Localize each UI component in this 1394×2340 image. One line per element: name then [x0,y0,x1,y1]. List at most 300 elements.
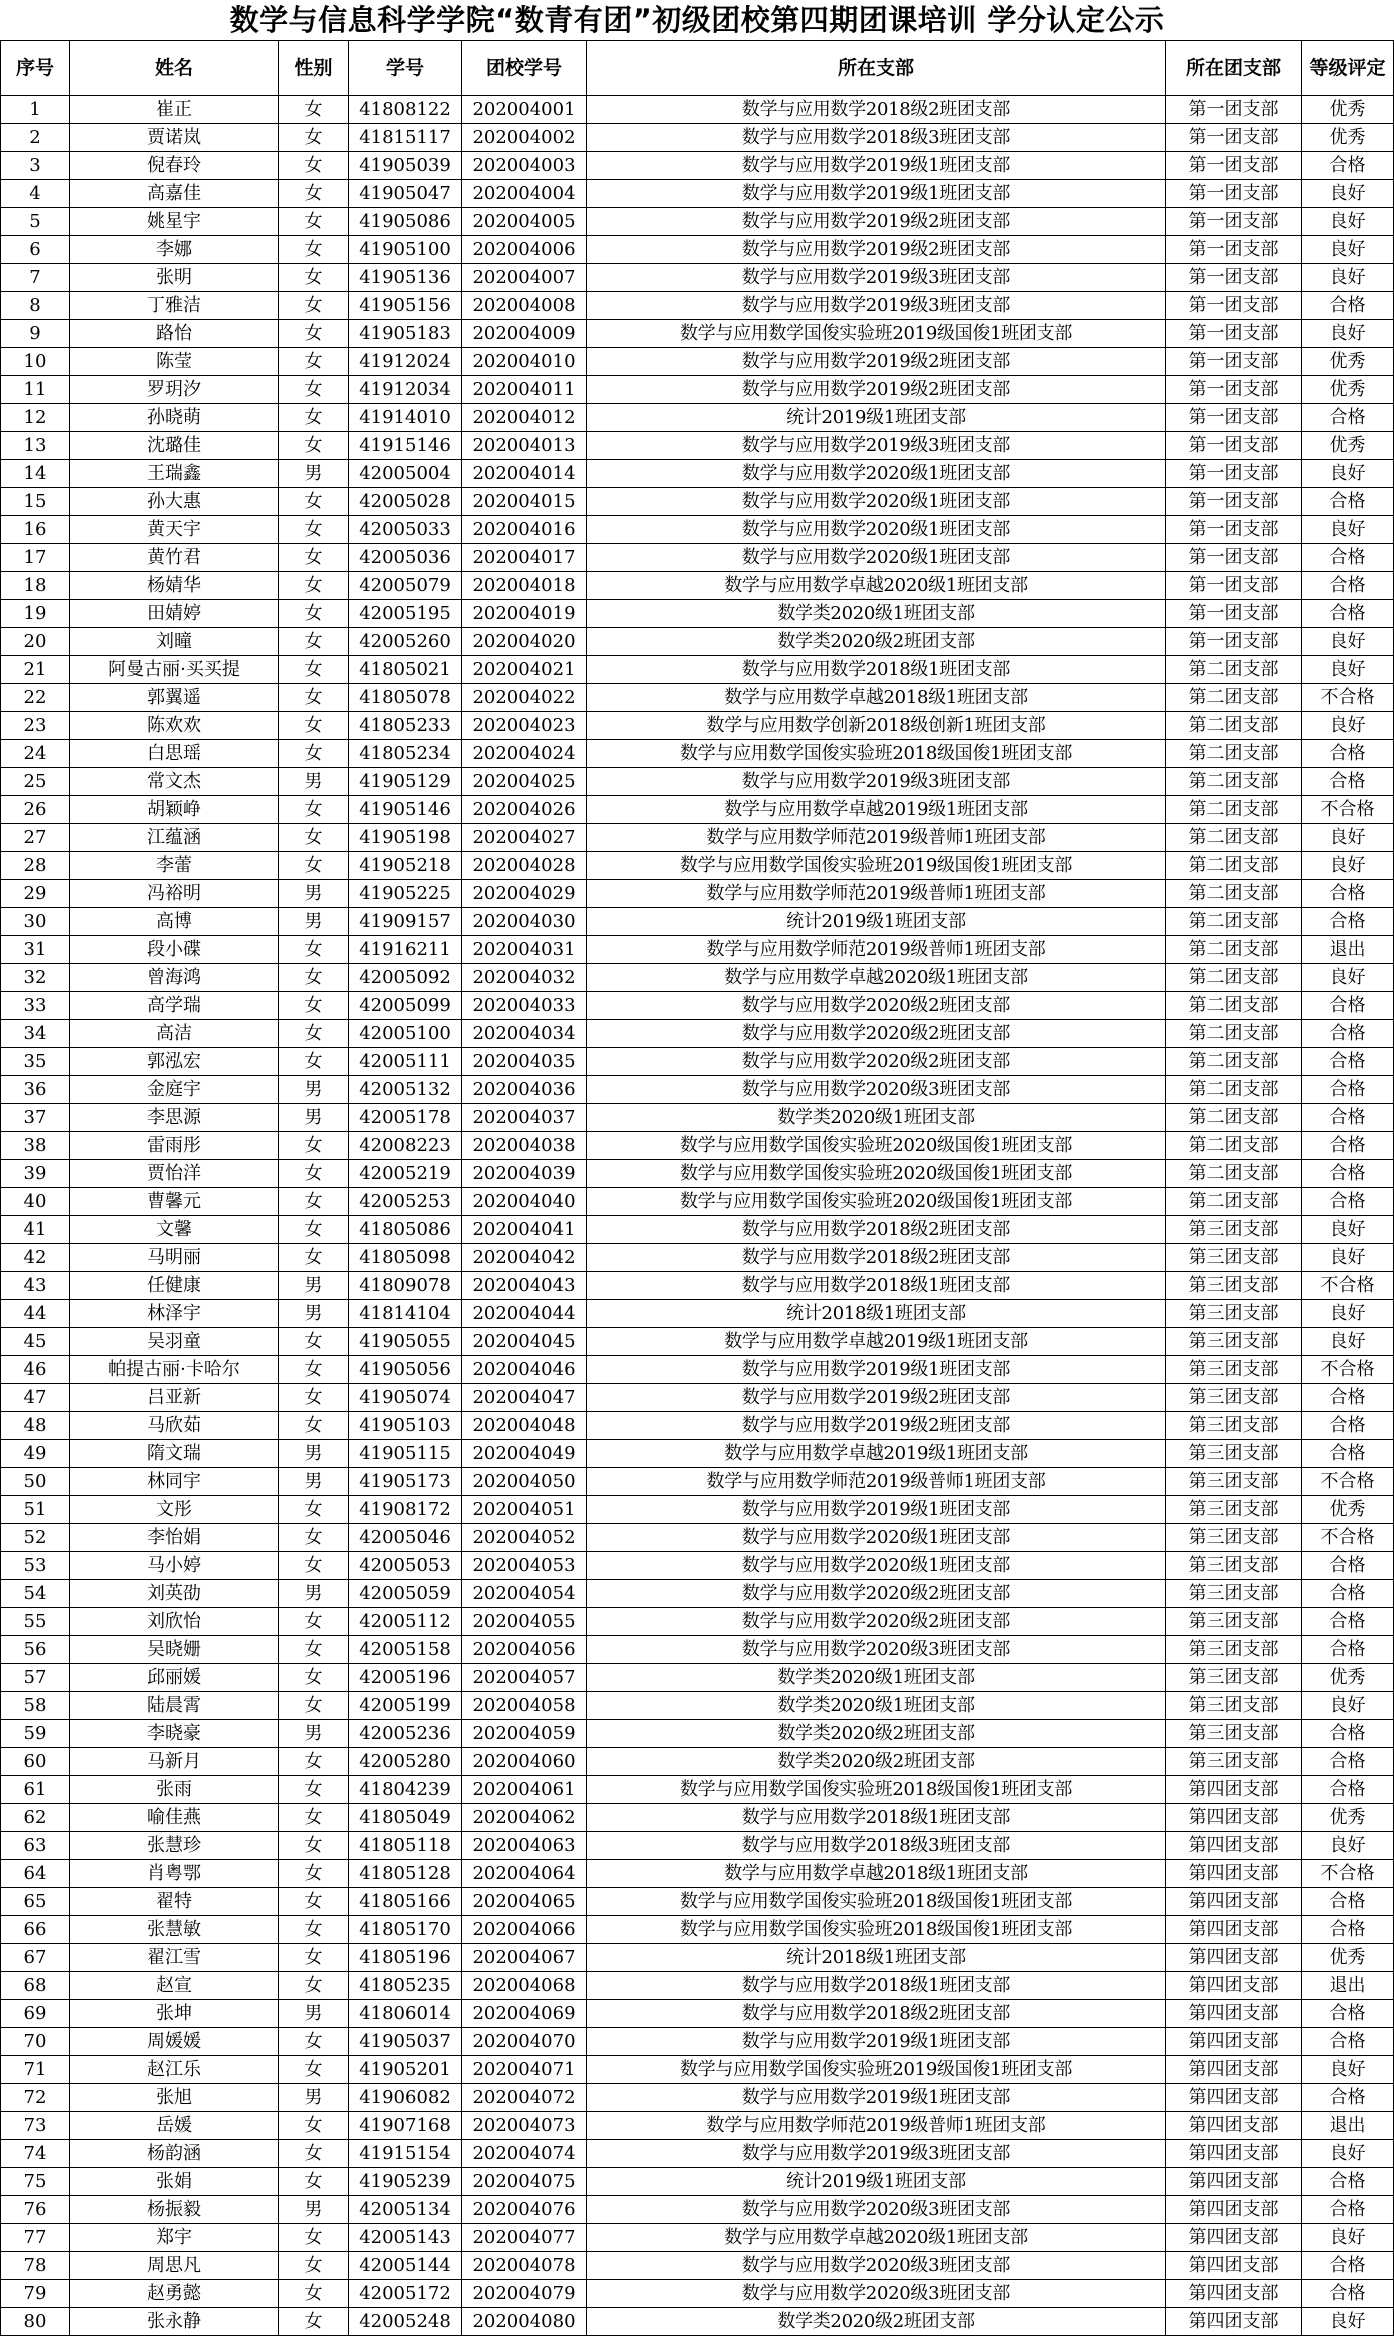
cell-league-branch: 第一团支部 [1166,628,1302,656]
cell-school-id: 202004067 [462,1944,587,1972]
cell-school-id: 202004024 [462,740,587,768]
cell-branch: 数学与应用数学2019级1班团支部 [587,1356,1166,1384]
cell-seq: 45 [1,1328,70,1356]
cell-name: 沈璐佳 [70,432,279,460]
cell-seq: 23 [1,712,70,740]
cell-league-branch: 第四团支部 [1166,2168,1302,2196]
cell-branch: 数学与应用数学2020级3班团支部 [587,2252,1166,2280]
cell-seq: 51 [1,1496,70,1524]
cell-name: 周思凡 [70,2252,279,2280]
cell-student-id: 42005248 [349,2308,462,2336]
cell-student-id: 42005111 [349,1048,462,1076]
cell-grade: 良好 [1302,852,1394,880]
cell-league-branch: 第一团支部 [1166,460,1302,488]
cell-gender: 男 [279,2000,349,2028]
cell-grade: 合格 [1302,2280,1394,2308]
cell-seq: 16 [1,516,70,544]
cell-grade: 合格 [1302,1104,1394,1132]
cell-league-branch: 第三团支部 [1166,1328,1302,1356]
table-row [1,460,1394,488]
cell-school-id: 202004008 [462,292,587,320]
table-row [1,1468,1394,1496]
cell-school-id: 202004057 [462,1664,587,1692]
cell-league-branch: 第二团支部 [1166,1048,1302,1076]
table-body [1,96,1394,2336]
cell-school-id: 202004029 [462,880,587,908]
table-row [1,1300,1394,1328]
cell-grade: 优秀 [1302,348,1394,376]
cell-seq: 44 [1,1300,70,1328]
cell-seq: 55 [1,1608,70,1636]
cell-seq: 68 [1,1972,70,2000]
cell-school-id: 202004043 [462,1272,587,1300]
cell-branch: 数学与应用数学2018级3班团支部 [587,124,1166,152]
table-row [1,1020,1394,1048]
cell-seq: 76 [1,2196,70,2224]
cell-seq: 11 [1,376,70,404]
cell-name: 赵江乐 [70,2056,279,2084]
cell-seq: 34 [1,1020,70,1048]
cell-gender: 男 [279,768,349,796]
cell-name: 帕提古丽·卡哈尔 [70,1356,279,1384]
cell-school-id: 202004058 [462,1692,587,1720]
cell-name: 张慧珍 [70,1832,279,1860]
cell-student-id: 41905056 [349,1356,462,1384]
cell-league-branch: 第一团支部 [1166,348,1302,376]
cell-name: 翟江雪 [70,1944,279,1972]
cell-name: 王瑞鑫 [70,460,279,488]
cell-student-id: 42005236 [349,1720,462,1748]
cell-grade: 良好 [1302,656,1394,684]
cell-grade: 合格 [1302,992,1394,1020]
cell-seq: 13 [1,432,70,460]
cell-league-branch: 第三团支部 [1166,1524,1302,1552]
cell-seq: 18 [1,572,70,600]
cell-name: 郭翼遥 [70,684,279,712]
table-row [1,1804,1394,1832]
cell-league-branch: 第二团支部 [1166,1132,1302,1160]
cell-league-branch: 第二团支部 [1166,1104,1302,1132]
cell-league-branch: 第四团支部 [1166,2196,1302,2224]
cell-league-branch: 第二团支部 [1166,992,1302,1020]
table-row [1,1776,1394,1804]
cell-seq: 28 [1,852,70,880]
cell-seq: 42 [1,1244,70,1272]
table-row [1,2028,1394,2056]
table-row [1,1580,1394,1608]
cell-gender: 女 [279,236,349,264]
cell-gender: 女 [279,1132,349,1160]
cell-school-id: 202004017 [462,544,587,572]
cell-league-branch: 第二团支部 [1166,1020,1302,1048]
cell-gender: 女 [279,2112,349,2140]
cell-branch: 数学与应用数学2018级2班团支部 [587,2000,1166,2028]
cell-name: 张旭 [70,2084,279,2112]
cell-grade: 良好 [1302,824,1394,852]
cell-grade: 优秀 [1302,432,1394,460]
cell-name: 马明丽 [70,1244,279,1272]
cell-grade: 退出 [1302,2112,1394,2140]
cell-student-id: 41905218 [349,852,462,880]
cell-seq: 38 [1,1132,70,1160]
cell-branch: 数学与应用数学2020级2班团支部 [587,992,1166,1020]
cell-school-id: 202004050 [462,1468,587,1496]
cell-league-branch: 第三团支部 [1166,1272,1302,1300]
cell-seq: 63 [1,1832,70,1860]
cell-grade: 合格 [1302,544,1394,572]
cell-seq: 61 [1,1776,70,1804]
cell-grade: 良好 [1302,1832,1394,1860]
cell-branch: 数学与应用数学国俊实验班2018级国俊1班团支部 [587,1776,1166,1804]
cell-seq: 15 [1,488,70,516]
cell-school-id: 202004014 [462,460,587,488]
table-row [1,2084,1394,2112]
cell-student-id: 41905074 [349,1384,462,1412]
cell-seq: 64 [1,1860,70,1888]
cell-grade: 良好 [1302,264,1394,292]
cell-grade: 合格 [1302,1132,1394,1160]
cell-gender: 女 [279,796,349,824]
cell-name: 高学瑞 [70,992,279,1020]
cell-student-id: 41905129 [349,768,462,796]
cell-name: 隋文瑞 [70,1440,279,1468]
cell-student-id: 41905086 [349,208,462,236]
cell-gender: 女 [279,1524,349,1552]
cell-league-branch: 第四团支部 [1166,2000,1302,2028]
table-row [1,684,1394,712]
cell-league-branch: 第二团支部 [1166,740,1302,768]
cell-gender: 女 [279,348,349,376]
cell-name: 胡颖峥 [70,796,279,824]
table-row [1,768,1394,796]
cell-branch: 数学与应用数学国俊实验班2018级国俊1班团支部 [587,1916,1166,1944]
cell-league-branch: 第一团支部 [1166,516,1302,544]
cell-student-id: 42005004 [349,460,462,488]
table-row [1,796,1394,824]
cell-school-id: 202004035 [462,1048,587,1076]
cell-gender: 女 [279,824,349,852]
cell-grade: 合格 [1302,1580,1394,1608]
cell-league-branch: 第四团支部 [1166,1860,1302,1888]
cell-league-branch: 第一团支部 [1166,124,1302,152]
table-row [1,1608,1394,1636]
cell-school-id: 202004020 [462,628,587,656]
cell-grade: 良好 [1302,2056,1394,2084]
cell-grade: 良好 [1302,180,1394,208]
cell-gender: 男 [279,1076,349,1104]
cell-grade: 不合格 [1302,1272,1394,1300]
cell-grade: 合格 [1302,1020,1394,1048]
cell-school-id: 202004026 [462,796,587,824]
cell-grade: 合格 [1302,292,1394,320]
table-header-row [1,41,1394,96]
cell-student-id: 41905146 [349,796,462,824]
cell-grade: 优秀 [1302,1804,1394,1832]
cell-league-branch: 第四团支部 [1166,2252,1302,2280]
cell-student-id: 41905115 [349,1440,462,1468]
cell-league-branch: 第一团支部 [1166,432,1302,460]
cell-branch: 数学类2020级2班团支部 [587,1748,1166,1776]
cell-gender: 女 [279,1160,349,1188]
cell-student-id: 41805086 [349,1216,462,1244]
cell-school-id: 202004005 [462,208,587,236]
cell-branch: 数学与应用数学国俊实验班2018级国俊1班团支部 [587,1888,1166,1916]
table-row [1,992,1394,1020]
cell-branch: 数学与应用数学2019级3班团支部 [587,292,1166,320]
cell-branch: 数学与应用数学2020级2班团支部 [587,1608,1166,1636]
cell-seq: 9 [1,320,70,348]
table-row [1,712,1394,740]
cell-league-branch: 第四团支部 [1166,1804,1302,1832]
cell-school-id: 202004032 [462,964,587,992]
table-row [1,600,1394,628]
cell-gender: 女 [279,1328,349,1356]
cell-school-id: 202004079 [462,2280,587,2308]
cell-gender: 女 [279,1776,349,1804]
cell-name: 高嘉佳 [70,180,279,208]
cell-student-id: 41815117 [349,124,462,152]
cell-student-id: 42005199 [349,1692,462,1720]
cell-name: 邱丽媛 [70,1664,279,1692]
cell-grade: 优秀 [1302,96,1394,124]
cell-grade: 合格 [1302,1552,1394,1580]
table-row [1,1860,1394,1888]
cell-student-id: 41916211 [349,936,462,964]
cell-branch: 数学与应用数学2018级1班团支部 [587,1804,1166,1832]
cell-branch: 数学与应用数学2019级1班团支部 [587,152,1166,180]
cell-branch: 数学类2020级1班团支部 [587,1692,1166,1720]
cell-branch: 数学与应用数学2020级2班团支部 [587,1020,1166,1048]
cell-school-id: 202004072 [462,2084,587,2112]
table-row [1,2112,1394,2140]
cell-league-branch: 第一团支部 [1166,600,1302,628]
cell-school-id: 202004044 [462,1300,587,1328]
cell-gender: 女 [279,1244,349,1272]
cell-school-id: 202004018 [462,572,587,600]
cell-student-id: 41805196 [349,1944,462,1972]
table-row [1,1720,1394,1748]
cell-grade: 合格 [1302,572,1394,600]
cell-name: 田婧婷 [70,600,279,628]
cell-grade: 良好 [1302,2140,1394,2168]
cell-name: 吴晓姗 [70,1636,279,1664]
cell-league-branch: 第四团支部 [1166,1832,1302,1860]
cell-seq: 2 [1,124,70,152]
cell-gender: 女 [279,1664,349,1692]
cell-branch: 数学与应用数学师范2019级普师1班团支部 [587,824,1166,852]
cell-branch: 数学与应用数学2020级3班团支部 [587,1076,1166,1104]
cell-name: 罗玥汐 [70,376,279,404]
page-title: 数学与信息科学学院“数青有团”初级团校第四期团课培训 学分认定公示 [229,3,1165,37]
cell-gender: 男 [279,1580,349,1608]
cell-name: 周媛媛 [70,2028,279,2056]
cell-student-id: 41805234 [349,740,462,768]
cell-branch: 数学与应用数学2020级1班团支部 [587,516,1166,544]
cell-seq: 10 [1,348,70,376]
cell-seq: 67 [1,1944,70,1972]
cell-league-branch: 第三团支部 [1166,1244,1302,1272]
cell-school-id: 202004016 [462,516,587,544]
cell-grade: 合格 [1302,2028,1394,2056]
cell-grade: 合格 [1302,2000,1394,2028]
table-row [1,1104,1394,1132]
cell-league-branch: 第二团支部 [1166,796,1302,824]
cell-seq: 7 [1,264,70,292]
cell-gender: 女 [279,1860,349,1888]
cell-school-id: 202004046 [462,1356,587,1384]
cell-league-branch: 第二团支部 [1166,880,1302,908]
cell-grade: 退出 [1302,936,1394,964]
cell-gender: 女 [279,1384,349,1412]
cell-school-id: 202004069 [462,2000,587,2028]
cell-league-branch: 第二团支部 [1166,712,1302,740]
cell-gender: 女 [279,1916,349,1944]
cell-seq: 22 [1,684,70,712]
table-row [1,1748,1394,1776]
cell-gender: 女 [279,740,349,768]
table-row [1,1636,1394,1664]
cell-seq: 25 [1,768,70,796]
cell-league-branch: 第三团支部 [1166,1748,1302,1776]
cell-student-id: 42005092 [349,964,462,992]
cell-branch: 数学与应用数学2020级3班团支部 [587,2280,1166,2308]
table-row [1,964,1394,992]
cell-gender: 女 [279,2252,349,2280]
cell-school-id: 202004034 [462,1020,587,1048]
cell-student-id: 41905100 [349,236,462,264]
cell-seq: 48 [1,1412,70,1440]
cell-school-id: 202004040 [462,1188,587,1216]
table-row [1,264,1394,292]
cell-branch: 数学与应用数学2019级1班团支部 [587,1496,1166,1524]
header-school-id: 团校学号 [462,41,587,96]
cell-league-branch: 第一团支部 [1166,572,1302,600]
cell-school-id: 202004064 [462,1860,587,1888]
cell-student-id: 41907168 [349,2112,462,2140]
cell-grade: 良好 [1302,628,1394,656]
cell-league-branch: 第二团支部 [1166,908,1302,936]
cell-seq: 60 [1,1748,70,1776]
cell-name: 刘曈 [70,628,279,656]
cell-grade: 合格 [1302,1776,1394,1804]
cell-seq: 52 [1,1524,70,1552]
cell-league-branch: 第四团支部 [1166,1888,1302,1916]
cell-league-branch: 第二团支部 [1166,1160,1302,1188]
cell-name: 张雨 [70,1776,279,1804]
cell-school-id: 202004063 [462,1832,587,1860]
cell-league-branch: 第三团支部 [1166,1300,1302,1328]
cell-name: 赵宣 [70,1972,279,2000]
table-row [1,656,1394,684]
table-row [1,1916,1394,1944]
cell-seq: 31 [1,936,70,964]
cell-seq: 47 [1,1384,70,1412]
cell-seq: 30 [1,908,70,936]
cell-branch: 数学与应用数学师范2019级普师1班团支部 [587,2112,1166,2140]
cell-school-id: 202004053 [462,1552,587,1580]
cell-branch: 数学与应用数学2018级1班团支部 [587,1272,1166,1300]
cell-seq: 58 [1,1692,70,1720]
cell-league-branch: 第二团支部 [1166,1076,1302,1104]
table-row [1,2056,1394,2084]
cell-name: 杨振毅 [70,2196,279,2224]
cell-school-id: 202004027 [462,824,587,852]
cell-school-id: 202004048 [462,1412,587,1440]
cell-school-id: 202004039 [462,1160,587,1188]
cell-gender: 男 [279,908,349,936]
cell-school-id: 202004038 [462,1132,587,1160]
table-row [1,180,1394,208]
cell-grade: 不合格 [1302,1468,1394,1496]
cell-league-branch: 第四团支部 [1166,2084,1302,2112]
cell-student-id: 41909157 [349,908,462,936]
table-row [1,1384,1394,1412]
cell-student-id: 41905039 [349,152,462,180]
table-row [1,1972,1394,2000]
cell-gender: 女 [279,1944,349,1972]
cell-gender: 女 [279,572,349,600]
cell-school-id: 202004074 [462,2140,587,2168]
cell-gender: 女 [279,96,349,124]
cell-grade: 合格 [1302,1608,1394,1636]
cell-branch: 数学与应用数学2019级2班团支部 [587,376,1166,404]
cell-name: 林同宇 [70,1468,279,1496]
cell-branch: 数学与应用数学2020级3班团支部 [587,2196,1166,2224]
cell-branch: 数学与应用数学2019级3班团支部 [587,264,1166,292]
cell-name: 肖粤鄂 [70,1860,279,1888]
cell-seq: 59 [1,1720,70,1748]
cell-league-branch: 第一团支部 [1166,488,1302,516]
cell-student-id: 41914010 [349,404,462,432]
cell-name: 林泽宇 [70,1300,279,1328]
table-row [1,2196,1394,2224]
cell-student-id: 41905173 [349,1468,462,1496]
cell-grade: 合格 [1302,1384,1394,1412]
table-row [1,488,1394,516]
cell-seq: 73 [1,2112,70,2140]
cell-name: 马小婷 [70,1552,279,1580]
cell-school-id: 202004011 [462,376,587,404]
cell-league-branch: 第四团支部 [1166,2308,1302,2336]
cell-seq: 41 [1,1216,70,1244]
cell-school-id: 202004019 [462,600,587,628]
cell-school-id: 202004059 [462,1720,587,1748]
cell-student-id: 41905156 [349,292,462,320]
table-row [1,880,1394,908]
cell-school-id: 202004041 [462,1216,587,1244]
cell-gender: 女 [279,1636,349,1664]
cell-school-id: 202004042 [462,1244,587,1272]
table-row [1,1048,1394,1076]
cell-school-id: 202004006 [462,236,587,264]
cell-gender: 女 [279,320,349,348]
cell-branch: 数学与应用数学2018级2班团支部 [587,96,1166,124]
cell-gender: 女 [279,1356,349,1384]
cell-league-branch: 第三团支部 [1166,1552,1302,1580]
table-row [1,1188,1394,1216]
table-row [1,348,1394,376]
cell-gender: 女 [279,1804,349,1832]
cell-seq: 21 [1,656,70,684]
cell-student-id: 42005112 [349,1608,462,1636]
cell-seq: 75 [1,2168,70,2196]
cell-name: 张坤 [70,2000,279,2028]
cell-name: 刘英劭 [70,1580,279,1608]
cell-school-id: 202004030 [462,908,587,936]
cell-grade: 合格 [1302,1076,1394,1104]
cell-name: 岳媛 [70,2112,279,2140]
cell-name: 杨婧华 [70,572,279,600]
